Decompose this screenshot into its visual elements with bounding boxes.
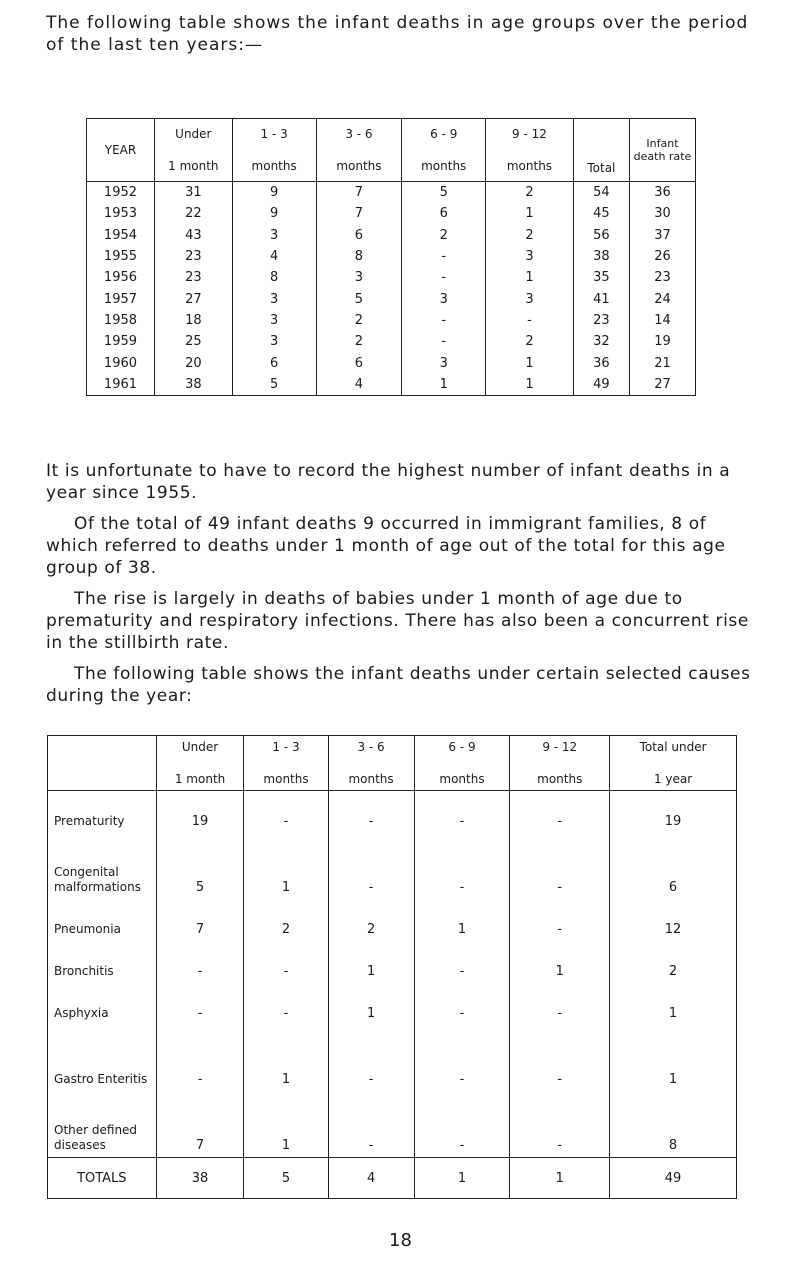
table-cell: - (510, 1025, 610, 1091)
intro-text: The following table shows the infant deaths in age groups over the period of the last ten years:— (46, 13, 749, 55)
table-cell: 2 (402, 225, 486, 246)
table-cell: - (402, 331, 486, 352)
table-cell: - (510, 899, 610, 941)
table-cell: - (414, 983, 510, 1025)
table-cell: 3 (486, 246, 574, 267)
table-cell: 2 (244, 899, 328, 941)
table-cell: 41 (573, 288, 629, 309)
cause-label: Prematurity (48, 791, 157, 834)
table-cell: 1 (244, 1091, 328, 1158)
table-cell: 3 (232, 288, 316, 309)
table-row (48, 1025, 737, 1091)
table-cell: 3 (232, 225, 316, 246)
table-cell: 9 (232, 182, 316, 204)
table-cell: 45 (573, 203, 629, 224)
table-row (87, 225, 696, 246)
table-cell: 7 (316, 203, 402, 224)
table-cell: 1 (510, 1158, 610, 1199)
table-cell: - (156, 941, 244, 983)
table-cell: 3 (232, 310, 316, 331)
table-cell: 2 (486, 331, 574, 352)
table-cell: 1955 (87, 246, 155, 267)
table-row (87, 352, 696, 373)
table-cell: 3 (316, 267, 402, 288)
table-cell: 1958 (87, 310, 155, 331)
table-cell: 6 (402, 203, 486, 224)
table-cell: - (244, 791, 328, 834)
table-row (87, 246, 696, 267)
table-cell: 1 (486, 267, 574, 288)
table-row (48, 791, 737, 834)
table-cell: 1 (414, 899, 510, 941)
table-cell: 36 (573, 352, 629, 373)
table-cell: - (244, 941, 328, 983)
table-cell: 7 (156, 1091, 244, 1158)
table-cell: 25 (154, 331, 232, 352)
table-cell: 32 (573, 331, 629, 352)
header-under-1-month: Under 1 month (154, 119, 232, 182)
table-cell: - (510, 1091, 610, 1158)
table-cell: 8 (232, 267, 316, 288)
table-cell: 3 (486, 288, 574, 309)
table-cell: 8 (316, 246, 402, 267)
table-cell: - (402, 267, 486, 288)
table-cell: 1954 (87, 225, 155, 246)
table-cell: 7 (156, 899, 244, 941)
table-cell: - (414, 791, 510, 834)
table-cell: 1961 (87, 374, 155, 396)
table-cell: 21 (629, 352, 695, 373)
table-cell: - (402, 246, 486, 267)
table-cell: 49 (610, 1158, 737, 1199)
table-cell: 38 (573, 246, 629, 267)
table-cell: 9 (232, 203, 316, 224)
header-3-6-months: 3 - 6 months (328, 736, 414, 791)
table-cell: - (486, 310, 574, 331)
table-cell: 43 (154, 225, 232, 246)
table-cell: 6 (316, 225, 402, 246)
table-cell: 35 (573, 267, 629, 288)
table-cell: 4 (328, 1158, 414, 1199)
table-cell: 19 (156, 791, 244, 834)
table-row (87, 288, 696, 309)
header-total: Total (573, 119, 629, 182)
paragraph: The rise is largely in deaths of babies under 1 month of age due to prematurity and respiratory infections. There has also been a concurrent rise in the stillbirth rate. (46, 589, 749, 653)
table-cell: 22 (154, 203, 232, 224)
table-cell: 6 (610, 833, 737, 899)
table-cell: 2 (328, 899, 414, 941)
totals-row (48, 1158, 737, 1199)
table-cell: 1 (486, 374, 574, 396)
table-cell: 5 (402, 182, 486, 204)
table-cell: 2 (316, 331, 402, 352)
table-row (87, 203, 696, 224)
table-cell: - (328, 833, 414, 899)
table-cell: 23 (154, 246, 232, 267)
table-cell: - (156, 983, 244, 1025)
table-cell: 26 (629, 246, 695, 267)
page-number: 18 (389, 1230, 412, 1251)
table-cell: 1 (486, 203, 574, 224)
table-cell: 1 (244, 833, 328, 899)
table-cell: - (414, 1091, 510, 1158)
table-cell: 14 (629, 310, 695, 331)
table-cell: 2 (486, 182, 574, 204)
table-cell: 2 (610, 941, 737, 983)
table-cell: 1 (610, 983, 737, 1025)
paragraph: It is unfortunate to have to record the highest number of infant deaths in a year since 1955. (46, 461, 731, 503)
table-cell: - (328, 1025, 414, 1091)
table-cell: - (414, 1025, 510, 1091)
table-cell: 12 (610, 899, 737, 941)
table-cell: 2 (316, 310, 402, 331)
cause-label: TOTALS (48, 1158, 157, 1199)
table-cell: 3 (232, 331, 316, 352)
table-row (87, 374, 696, 396)
table-cell: 5 (244, 1158, 328, 1199)
table-cell: 1960 (87, 352, 155, 373)
header-9-12-months: 9 - 12 months (510, 736, 610, 791)
table-cell: 1959 (87, 331, 155, 352)
table-cell: 27 (154, 288, 232, 309)
table-cell: 24 (629, 288, 695, 309)
table-cell: 18 (154, 310, 232, 331)
cause-label: Congenital malformations (48, 833, 157, 899)
table-cell: - (510, 983, 610, 1025)
table-cell: 4 (232, 246, 316, 267)
table-cell: 1956 (87, 267, 155, 288)
table-cell: 19 (610, 791, 737, 834)
table-cell: 1 (328, 983, 414, 1025)
cause-label: Bronchitis (48, 941, 157, 983)
header-year: YEAR (87, 119, 155, 182)
table-row (87, 267, 696, 288)
table-cell: 7 (316, 182, 402, 204)
table-cell: 1 (610, 1025, 737, 1091)
table-cell: 2 (486, 225, 574, 246)
header-9-12-months: 9 - 12 months (486, 119, 574, 182)
table-cell: 1 (510, 941, 610, 983)
table-cell: 4 (316, 374, 402, 396)
table-cell: 1 (414, 1158, 510, 1199)
header-infant-death-rate: Infant death rate (629, 119, 695, 182)
table-cell: 3 (402, 288, 486, 309)
table-cell: 6 (316, 352, 402, 373)
table-cell: 8 (610, 1091, 737, 1158)
table-row (87, 310, 696, 331)
paragraph: The following table shows the infant deaths under certain selected causes during the year: (46, 664, 751, 706)
header-cause (48, 736, 157, 791)
header-under-1-month: Under 1 month (156, 736, 244, 791)
cause-label: Other defined diseases (48, 1091, 157, 1158)
table-cell: - (414, 833, 510, 899)
cause-deaths-table (47, 735, 737, 1199)
table-cell: 1 (402, 374, 486, 396)
table-cell: 1 (328, 941, 414, 983)
table-cell: 27 (629, 374, 695, 396)
age-group-deaths-table (86, 118, 696, 396)
table-cell: 5 (316, 288, 402, 309)
cause-label: Asphyxia (48, 983, 157, 1025)
table-cell: 5 (156, 833, 244, 899)
table-cell: - (510, 791, 610, 834)
table-cell: 38 (154, 374, 232, 396)
table-row (48, 899, 737, 941)
table-cell: 31 (154, 182, 232, 204)
table-cell: 1953 (87, 203, 155, 224)
table-cell: - (402, 310, 486, 331)
table-cell: 56 (573, 225, 629, 246)
table-cell: 1952 (87, 182, 155, 204)
table-cell: - (510, 833, 610, 899)
header-1-3-months: 1 - 3 months (232, 119, 316, 182)
table-cell: 3 (402, 352, 486, 373)
table-cell: 5 (232, 374, 316, 396)
table-row (87, 182, 696, 204)
table-cell: 1 (486, 352, 574, 373)
table-cell: 1957 (87, 288, 155, 309)
table-cell: 6 (232, 352, 316, 373)
table-row (48, 941, 737, 983)
cause-label: Pneumonia (48, 899, 157, 941)
table-cell: - (244, 983, 328, 1025)
cause-label: Gastro Enteritis (48, 1025, 157, 1091)
table-row (48, 983, 737, 1025)
table-cell: 19 (629, 331, 695, 352)
table-cell: 38 (156, 1158, 244, 1199)
table-cell: 23 (573, 310, 629, 331)
table-row (48, 833, 737, 899)
table-cell: 37 (629, 225, 695, 246)
commentary (46, 460, 756, 716)
table-row (48, 1091, 737, 1158)
table-cell: - (328, 791, 414, 834)
table-cell: 49 (573, 374, 629, 396)
table-cell: 54 (573, 182, 629, 204)
table-cell: - (414, 941, 510, 983)
table-cell: 23 (629, 267, 695, 288)
table-row (87, 331, 696, 352)
table-cell: 1 (244, 1025, 328, 1091)
header-total-under-1-year: Total under 1 year (610, 736, 737, 791)
header-3-6-months: 3 - 6 months (316, 119, 402, 182)
table-cell: - (328, 1091, 414, 1158)
table-cell: 30 (629, 203, 695, 224)
header-6-9-months: 6 - 9 months (414, 736, 510, 791)
table-cell: 36 (629, 182, 695, 204)
paragraph: Of the total of 49 infant deaths 9 occurred in immigrant families, 8 of which referred to deaths under 1 month of age out of the total for this age group of 38. (46, 514, 726, 578)
table-cell: 20 (154, 352, 232, 373)
table-cell: - (156, 1025, 244, 1091)
table-cell: 23 (154, 267, 232, 288)
header-6-9-months: 6 - 9 months (402, 119, 486, 182)
header-1-3-months: 1 - 3 months (244, 736, 328, 791)
